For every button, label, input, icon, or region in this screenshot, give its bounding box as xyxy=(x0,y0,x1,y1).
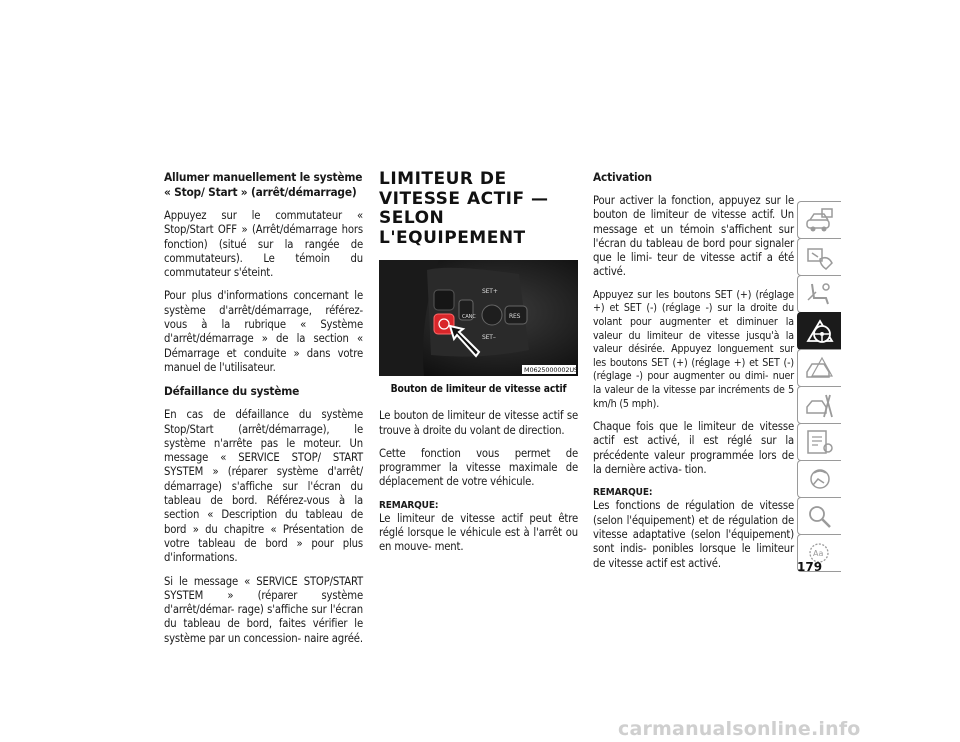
note-text: Les fonctions de régulation de vitesse (selon l'équipement) et de régulation de vitesse adaptative (selon l'équipement) sont indis- ponibles lorsque le limiteur de vitesse actif est activé. xyxy=(593,499,794,570)
paragraph: En cas de défaillance du système Stop/Start (arrêt/démarrage), le système n'arrête pas le moteur. Un message « SERVICE STOP/ START SYSTEM » (réparer système d'arrêt/ démarrage) s'affiche sur l'écran du tableau de bord. Référez-vous à la section « Description du tableau de bord » du chapitre « Présentation de votre tableau de bord » pour plus d'informations. xyxy=(164,408,363,565)
tab-specifications[interactable] xyxy=(797,423,841,461)
note-label: REMARQUE: xyxy=(593,487,653,499)
search-icon xyxy=(804,502,836,530)
section-heading-activation: Activation xyxy=(593,170,652,184)
set-plus-label: SET+ xyxy=(482,288,498,295)
steering-wheel-icon xyxy=(804,317,836,345)
paragraph: Chaque fois que le limiteur de vitesse actif est activé, il est réglé sur la précédente valeur programmée lors de la dernière activa- tion. xyxy=(593,420,794,477)
tab-steering-wheel[interactable] xyxy=(797,312,841,350)
set-minus-label: SET– xyxy=(482,334,496,341)
canc-label: CANC xyxy=(462,314,476,320)
specifications-icon xyxy=(804,428,836,456)
tab-warning[interactable] xyxy=(797,349,841,387)
section-heading-stop-start: Allumer manuellement le système « Stop/ Start » (arrêt/démarrage) xyxy=(164,170,363,199)
safety-icon xyxy=(804,243,836,271)
page-number: 179 xyxy=(797,560,823,574)
car-dashboard-icon xyxy=(804,206,836,234)
figure-code: M0625000002US xyxy=(524,366,578,374)
tab-car-dashboard[interactable] xyxy=(797,201,841,239)
chapter-tabs xyxy=(797,201,841,572)
paragraph: Cette fonction vous permet de programmer la vitesse maximale de déplacement de votre véhicule. xyxy=(379,446,578,489)
warning-car-icon xyxy=(804,354,836,382)
page-title: LIMITEUR DE VITESSE ACTIF — SELON L'EQUIPEMENT xyxy=(379,169,549,248)
figure-caption: Bouton de limiteur de vitesse actif xyxy=(390,383,567,395)
note-text: Le limiteur de vitesse actif peut être réglé lorsque le véhicule est à l'arrêt ou en mouve- ment. xyxy=(379,511,578,554)
tab-safety[interactable] xyxy=(797,238,841,276)
steering-wheel-photo xyxy=(379,260,578,376)
middle-column xyxy=(379,170,578,564)
tab-service[interactable] xyxy=(797,386,841,424)
left-column xyxy=(164,170,363,655)
paragraph: Si le message « SERVICE STOP/START SYSTEM » (réparer système d'arrêt/démar- rage) s'affiche sur l'écran du tableau de bord, faites vérifier le système par un concession- naire agréé. xyxy=(164,574,363,645)
res-label: RES xyxy=(509,313,521,320)
paragraph: Pour plus d'informations concernant le système d'arrêt/démarrage, référez-vous à la rubrique « Système d'arrêt/démarrage » de la section « Démarrage et conduite » dans votre manuel de l'utilisateur. xyxy=(164,289,363,374)
note-label: REMARQUE: xyxy=(379,499,439,511)
svg-text:Aa: Aa xyxy=(813,549,824,558)
paragraph: Appuyez sur le commutateur « Stop/Start OFF » (Arrêt/démarrage hors fonction) (situé sur la rangée de commutateurs). Le témoin du commutateur s'éteint. xyxy=(164,209,363,280)
tab-multimedia[interactable] xyxy=(797,460,841,498)
paragraph: Appuyez sur les boutons SET (+) (réglage +) et SET (-) (réglage -) sur la droite du volant pour augmenter et diminuer la valeur du limiteur de vitesse jusqu'à la valeur désirée. Appuyez longuement sur les boutons SET (+) (réglage +) et SET (-) (réglage -) pour augmenter ou dimi- nuer la valeur de la vitesse par incréments de 5 km/h (5 mph). xyxy=(593,288,794,410)
tab-search[interactable] xyxy=(797,497,841,535)
note xyxy=(379,499,578,555)
tab-seat[interactable] xyxy=(797,275,841,313)
watermark: carmanualsonline.info xyxy=(618,718,861,740)
section-heading-system-failure: Défaillance du système xyxy=(164,384,300,399)
paragraph: Pour activer la fonction, appuyez sur le bouton de limiteur de vitesse actif. Un message et un témoin s'affichent sur l'écran du tableau de bord pour signaler que le limi- teur de vitesse actif a été activé. xyxy=(593,194,794,279)
seat-icon xyxy=(804,280,836,308)
right-column xyxy=(593,170,794,580)
paragraph: Le bouton de limiteur de vitesse actif se trouve à droite du volant de direction. xyxy=(379,409,578,437)
multimedia-icon xyxy=(804,465,836,493)
service-tools-icon xyxy=(804,391,836,419)
note xyxy=(593,486,794,570)
